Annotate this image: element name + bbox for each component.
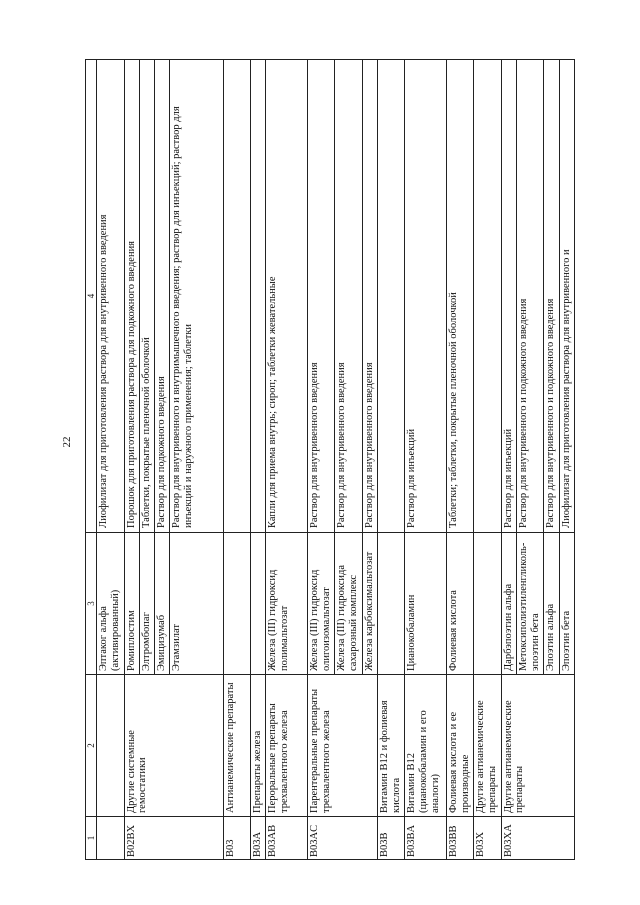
dosage-form-cell: Лиофилизат для приготовления раствора для внутривенного введения: [97, 60, 124, 533]
header-col-4: 4: [86, 60, 97, 533]
dosage-form-cell: Раствор для инъекций: [501, 60, 516, 533]
header-col-1: 1: [86, 817, 97, 860]
dosage-form-cell: Раствор для подкожного введения: [155, 60, 170, 533]
table-row: [474, 60, 501, 860]
drug-cell: Этамзилат: [170, 533, 224, 675]
drug-cell: Дарбэпоэтин альфа: [501, 533, 516, 675]
group-cell: Парентеральные препараты трехвалентного железа: [307, 675, 377, 817]
drug-cell: Метоксиполиэтиленгликоль-эпоэтин бета: [516, 533, 543, 675]
table-row: [251, 60, 266, 860]
header-row: [86, 60, 97, 860]
table-row: [446, 60, 473, 860]
header-col-2: 2: [86, 675, 97, 817]
table-row: [307, 60, 334, 860]
drug-cell: Ромиплостим: [124, 533, 139, 675]
dosage-form-cell: Раствор для внутривенного и подкожного введения: [544, 60, 559, 533]
rotated-table-area: [85, 60, 575, 860]
dosage-form-cell: Таблетки; таблетки, покрытые пленочной оболочкой: [446, 60, 473, 533]
atc-code-cell: B02BX: [124, 817, 224, 860]
dosage-form-cell: Раствор для внутривенного введения: [307, 60, 334, 533]
drug-cell: [251, 533, 266, 675]
drug-cell: Эптаког альфа (активированный): [97, 533, 124, 675]
dosage-form-cell: [474, 60, 501, 533]
dosage-form-cell: Капли для приема внутрь; сироп; таблетки жевательные: [266, 60, 307, 533]
group-cell: Другие антианемические препараты: [474, 675, 501, 817]
atc-code-cell: B03B: [377, 817, 404, 860]
group-cell: Другие антианемические препараты: [501, 675, 574, 817]
dosage-form-cell: Раствор для внутривенного введения: [335, 60, 362, 533]
atc-code-cell: B03: [224, 817, 251, 860]
atc-code-cell: B03BA: [405, 817, 446, 860]
dosage-form-cell: Раствор для инъекций: [405, 60, 446, 533]
group-cell: Фолиевая кислота и ее производные: [446, 675, 473, 817]
group-cell: [97, 675, 124, 817]
table-row: [501, 60, 516, 860]
group-cell: Другие системные гемостатики: [124, 675, 224, 817]
drug-cell: Элтромбопаг: [139, 533, 154, 675]
drug-table: [85, 59, 575, 860]
dosage-form-cell: Раствор для внутривенного и подкожного введения: [516, 60, 543, 533]
dosage-form-cell: Раствор для внутривенного введения: [362, 60, 377, 533]
group-cell: Витамин B12 (цианокобаламин и его аналоги): [405, 675, 446, 817]
atc-code-cell: B03BB: [446, 817, 473, 860]
page-number: 22: [61, 436, 73, 448]
drug-cell: [224, 533, 251, 675]
drug-cell: Эпоэтин бета: [559, 533, 574, 675]
table-row: [405, 60, 446, 860]
drug-cell: Цианокобаламин: [405, 533, 446, 675]
atc-code-cell: B03XA: [501, 817, 574, 860]
table-row: [224, 60, 251, 860]
group-cell: Антианемические препараты: [224, 675, 251, 817]
drug-cell: [377, 533, 404, 675]
atc-code-cell: B03AC: [307, 817, 377, 860]
table-row: [124, 60, 139, 860]
table-row: [377, 60, 404, 860]
table-row: [97, 60, 124, 860]
drug-cell: Железа (III) гидроксид олигоизомальтозат: [307, 533, 334, 675]
dosage-form-cell: [377, 60, 404, 533]
group-cell: Пероральные препараты трехвалентного железа: [266, 675, 307, 817]
drug-cell: Эмицизумаб: [155, 533, 170, 675]
drug-cell: Эпоэтин альфа: [544, 533, 559, 675]
drug-cell: Железа карбоксимальтозат: [362, 533, 377, 675]
drug-cell: [474, 533, 501, 675]
group-cell: Витамин B12 и фолиевая кислота: [377, 675, 404, 817]
atc-code-cell: B03A: [251, 817, 266, 860]
dosage-form-cell: [251, 60, 266, 533]
dosage-form-cell: Таблетки, покрытые пленочной оболочкой: [139, 60, 154, 533]
header-col-3: 3: [86, 533, 97, 675]
drug-cell: Железа (III) гидроксида сахарозный комплекс: [335, 533, 362, 675]
dosage-form-cell: Лиофилизат для приготовления раствора для внутривенного и: [559, 60, 574, 533]
dosage-form-cell: Порошок для приготовления раствора для подкожного введения: [124, 60, 139, 533]
table-wrapper: [85, 60, 575, 860]
table-row: [266, 60, 307, 860]
drug-cell: Железа (III) гидроксид полимальтозат: [266, 533, 307, 675]
atc-code-cell: [97, 817, 124, 860]
dosage-form-cell: Раствор для внутривенного и внутримышечного введения; раствор для инъекций; раствор для инъекций и наружного применения; таблетки: [170, 60, 224, 533]
dosage-form-cell: [224, 60, 251, 533]
atc-code-cell: B03AB: [266, 817, 307, 860]
drug-cell: Фолиевая кислота: [446, 533, 473, 675]
atc-code-cell: B03X: [474, 817, 501, 860]
group-cell: Препараты железа: [251, 675, 266, 817]
